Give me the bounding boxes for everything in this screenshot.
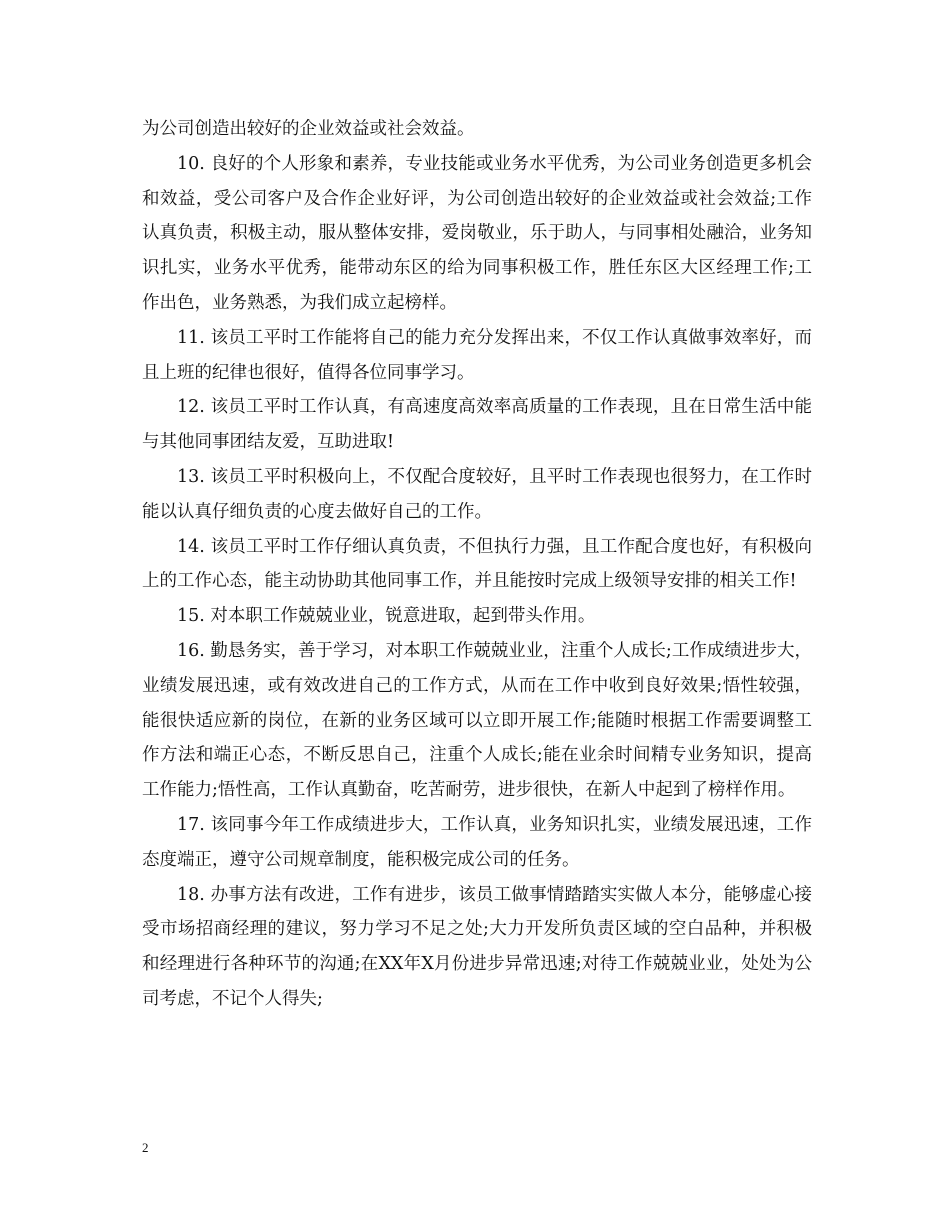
- paragraph-17: 17. 该同事今年工作成绩进步大，工作认真，业务知识扎实，业绩发展迅速，工作态度端正，遵守公司规章制度，能积极完成公司的任务。: [142, 814, 812, 870]
- paragraph-15: 15. 对本职工作兢兢业业，锐意进取，起到带头作用。: [177, 606, 596, 627]
- paragraph-18: 18. 办事方法有改进，工作有进步，该员工做事情踏踏实实做人本分，能够虚心接受市场招商经理的建议，努力学习不足之处;大力开发所负责区域的空白品种，并积极和经理进行各种环节的沟通;在XX年X月份进步异常迅速;对待工作兢兢业业，处处为公司考虑，不记个人得失;: [142, 884, 812, 1009]
- paragraph-13: 13. 该员工平时积极向上，不仅配合度较好，且平时工作表现也很努力，在工作时能以认真仔细负责的心度去做好自己的工作。: [142, 466, 812, 522]
- paragraph-12: 12. 该员工平时工作认真，有高速度高效率高质量的工作表现，且在日常生活中能与其他同事团结友爱，互助进取!: [142, 397, 812, 453]
- paragraph-continuation: 为公司创造出较好的企业效益或社会效益。: [142, 119, 475, 139]
- page-number: 2: [142, 1140, 149, 1155]
- document-body: [142, 112, 812, 1017]
- paragraph-14: 14. 该员工平时工作仔细认真负责，不但执行力强，且工作配合度也好，有积极向上的工作心态，能主动协助其他同事工作，并且能按时完成上级领导安排的相关工作!: [142, 536, 812, 592]
- paragraph-10: 10. 良好的个人形象和素养，专业技能或业务水平优秀，为公司业务创造更多机会和效益，受公司客户及合作企业好评，为公司创造出较好的企业效益或社会效益;工作认真负责，积极主动，服从整体安排，爱岗敬业，乐于助人，与同事相处融洽，业务知识扎实，业务水平优秀，能带动东区的给为同事积极工作，胜任东区大区经理工作;工作出色，业务熟悉，为我们成立起榜样。: [142, 153, 812, 313]
- paragraph-11: 11. 该员工平时工作能将自己的能力充分发挥出来，不仅工作认真做事效率好，而且上班的纪律也很好，值得各位同事学习。: [142, 327, 812, 383]
- paragraph-16: 16. 勤恳务实，善于学习，对本职工作兢兢业业，注重个人成长;工作成绩进步大，业绩发展迅速，或有效改进自己的工作方式，从而在工作中收到良好效果;悟性较强，能很快适应新的岗位，在新的业务区域可以立即开展工作;能随时根据工作需要调整工作方法和端正心态，不断反思自己，注重个人成长;能在业余时间精专业务知识，提高工作能力;悟性高，工作认真勤奋，吃苦耐劳，进步很快，在新人中起到了榜样作用。: [142, 640, 812, 801]
